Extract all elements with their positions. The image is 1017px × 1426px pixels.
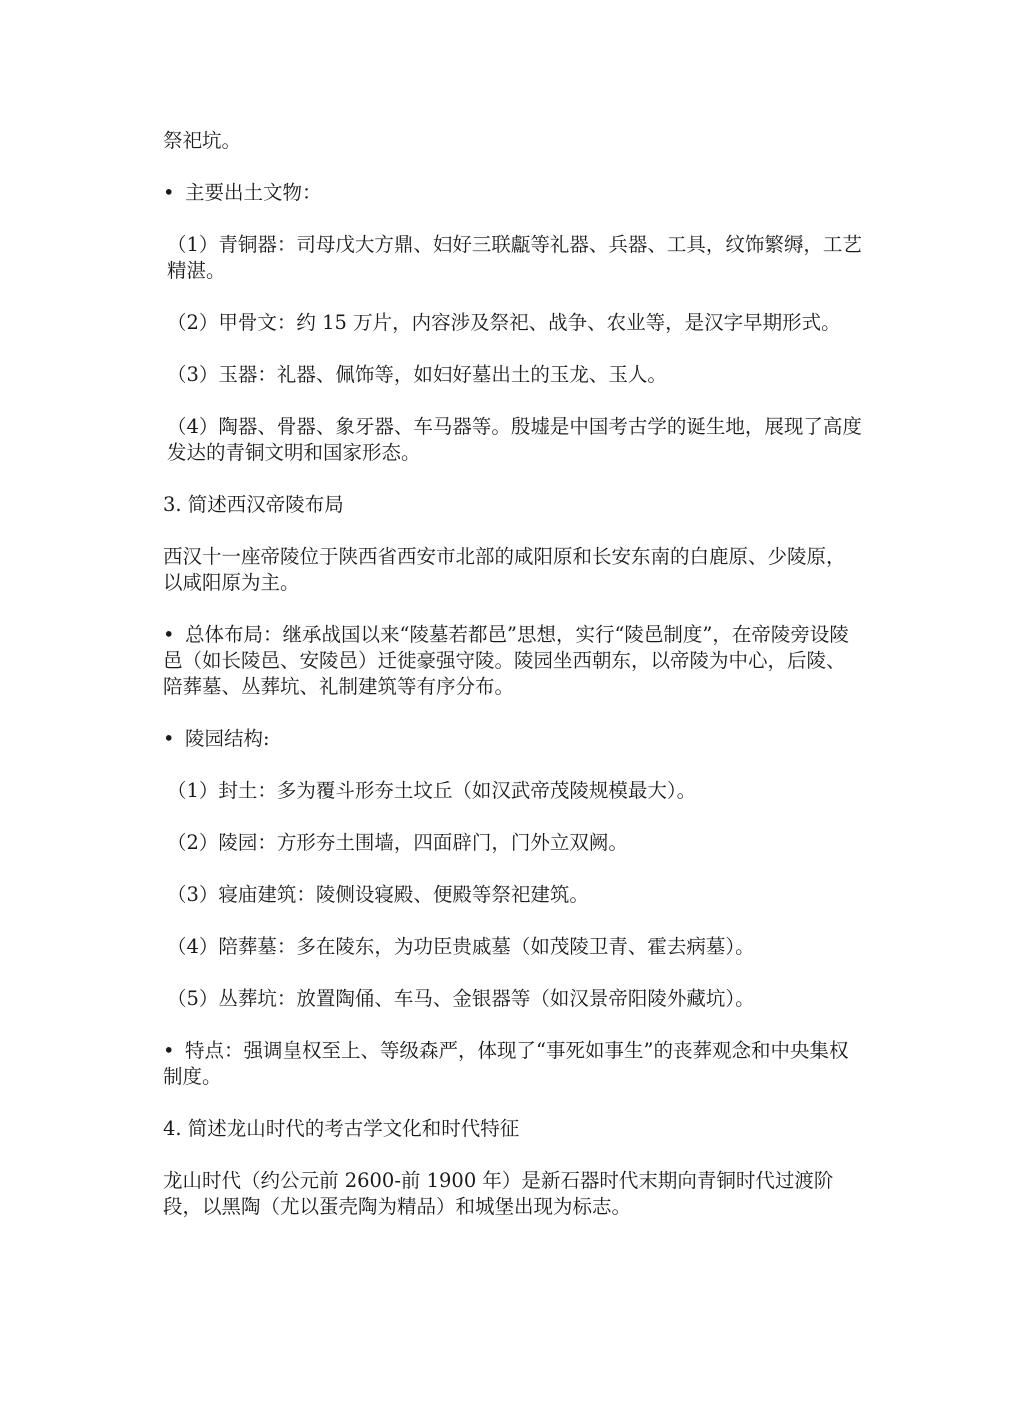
bullet-characteristics: • 特点：强调皇权至上、等级森严，体现了“事死如事生”的丧葬观念和中央集权制度。 [163, 1038, 863, 1090]
bullet-main-artifacts: • 主要出土文物： [163, 180, 863, 206]
paragraph-tomb-locations: 西汉十一座帝陵位于陕西省西安市北部的咸阳原和长安东南的白鹿原、少陵原，以咸阳原为主。 [163, 545, 846, 594]
item-cemetery-wall: （2）陵园：方形夯土围墙，四面辟门，门外立双阙。 [167, 831, 628, 854]
bullet-cemetery-structure: • 陵园结构: [163, 726, 863, 752]
bullet-overall-layout: • 总体布局：继承战国以来“陵墓若都邑”思想，实行“陵邑制度”，在帝陵旁设陵邑（如长陵邑、安陵邑）迁徙豪强守陵。陵园坐西朝东，以帝陵为中心，后陵、陪葬墓、丛葬坑、礼制建筑等有序分布。 [163, 622, 863, 700]
document-page [163, 128, 863, 1246]
item-bronze-ware: （1）青铜器：司母戊大方鼎、妇好三联甗等礼器、兵器、工具，纹饰繁缛，工艺精湛。 [167, 233, 862, 282]
paragraph-sacrificial-pits: 祭祀坑。 [163, 129, 242, 152]
heading-western-han-tombs: 3. 简述西汉帝陵布局 [163, 493, 344, 516]
item-temple-buildings: （3）寝庙建筑：陵侧设寝殿、便殿等祭祀建筑。 [167, 883, 589, 906]
heading-longshan-period: 4. 简述龙山时代的考古学文化和时代特征 [163, 1117, 520, 1140]
item-satellite-tombs: （4）陪葬墓：多在陵东，为功臣贵戚墓（如茂陵卫青、霍去病墓）。 [167, 935, 755, 958]
item-burial-pits: （5）丛葬坑：放置陶俑、车马、金银器等（如汉景帝阳陵外藏坑）。 [167, 987, 755, 1010]
item-mound: （1）封土：多为覆斗形夯土坟丘（如汉武帝茂陵规模最大）。 [167, 779, 697, 802]
item-oracle-bones: （2）甲骨文：约 15 万片，内容涉及祭祀、战争、农业等，是汉字早期形式。 [167, 311, 841, 334]
item-jade-ware: （3）玉器：礼器、佩饰等，如妇好墓出土的玉龙、玉人。 [167, 363, 667, 386]
paragraph-longshan-intro: 龙山时代（约公元前 2600-前 1900 年）是新石器时代末期向青铜时代过渡阶段，以黑陶（尤以蛋壳陶为精品）和城堡出现为标志。 [163, 1169, 834, 1218]
item-pottery-and-summary: （4）陶器、骨器、象牙器、车马器等。殷墟是中国考古学的诞生地，展现了高度发达的青铜文明和国家形态。 [167, 415, 862, 464]
